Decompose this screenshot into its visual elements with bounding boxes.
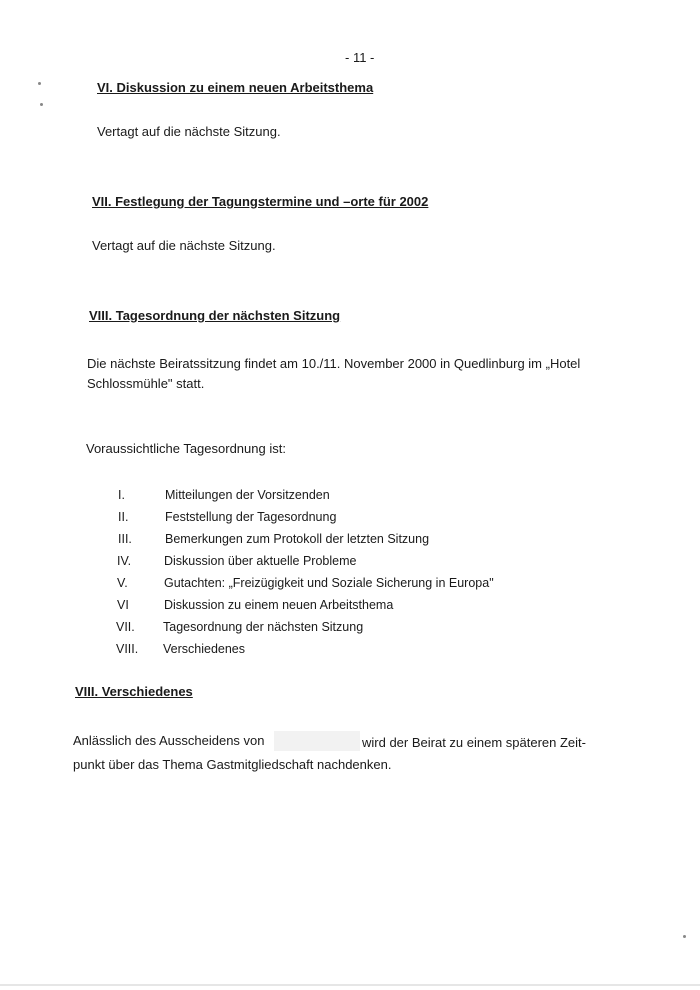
agenda-item-number: IV. — [117, 554, 132, 568]
agenda-item-number: VIII. — [116, 642, 139, 656]
scan-speck — [683, 935, 686, 938]
agenda-item-text: Mitteilungen der Vorsitzenden — [165, 488, 330, 502]
text-verschiedenes-before: Anlässlich des Ausscheidens von — [73, 733, 265, 748]
agenda-item-text: Diskussion über aktuelle Probleme — [164, 554, 357, 568]
agenda-item-number: V. — [117, 576, 128, 590]
text-viii-line1: Die nächste Beiratssitzung findet am 10./11. November 2000 in Quedlinburg im „Hotel — [87, 356, 581, 371]
heading-viii: VIII. Tagesordnung der nächsten Sitzung — [89, 308, 341, 323]
agenda-item-number: VI — [117, 598, 129, 612]
scan-speck — [38, 82, 41, 85]
text-verschiedenes-after: wird der Beirat zu einem späteren Zeit- — [362, 735, 586, 750]
redacted-name — [274, 731, 360, 751]
agenda-item-text: Gutachten: „Freizügigkeit und Soziale Sicherung in Europa" — [164, 576, 494, 590]
text-vi: Vertagt auf die nächste Sitzung. — [97, 124, 281, 139]
agenda-item-text: Verschiedenes — [163, 642, 246, 656]
agenda-intro: Voraussichtliche Tagesordnung ist: — [86, 441, 286, 456]
heading-vii: VII. Festlegung der Tagungstermine und –orte für 2002 — [92, 194, 429, 209]
page-number: - 11 - — [345, 50, 375, 65]
agenda-item-text: Bemerkungen zum Protokoll der letzten Sitzung — [165, 532, 430, 546]
text-vii: Vertagt auf die nächste Sitzung. — [92, 238, 276, 253]
agenda-item-number: II. — [118, 510, 129, 524]
agenda-item-text: Tagesordnung der nächsten Sitzung — [163, 620, 364, 634]
agenda-item-text: Feststellung der Tagesordnung — [165, 510, 337, 524]
agenda-item-number: VII. — [116, 620, 135, 634]
heading-vi: VI. Diskussion zu einem neuen Arbeitsthema — [97, 80, 374, 95]
agenda-item-number: III. — [118, 532, 132, 546]
agenda-item-number: I. — [118, 488, 125, 502]
scan-speck — [40, 103, 43, 106]
text-viii-line2: Schlossmühle" statt. — [87, 376, 205, 391]
text-verschiedenes-line2: punkt über das Thema Gastmitgliedschaft nachdenken. — [73, 757, 392, 772]
heading-verschiedenes: VIII. Verschiedenes — [75, 684, 193, 699]
agenda-item-text: Diskussion zu einem neuen Arbeitsthema — [164, 598, 394, 612]
scan-edge — [0, 984, 700, 986]
